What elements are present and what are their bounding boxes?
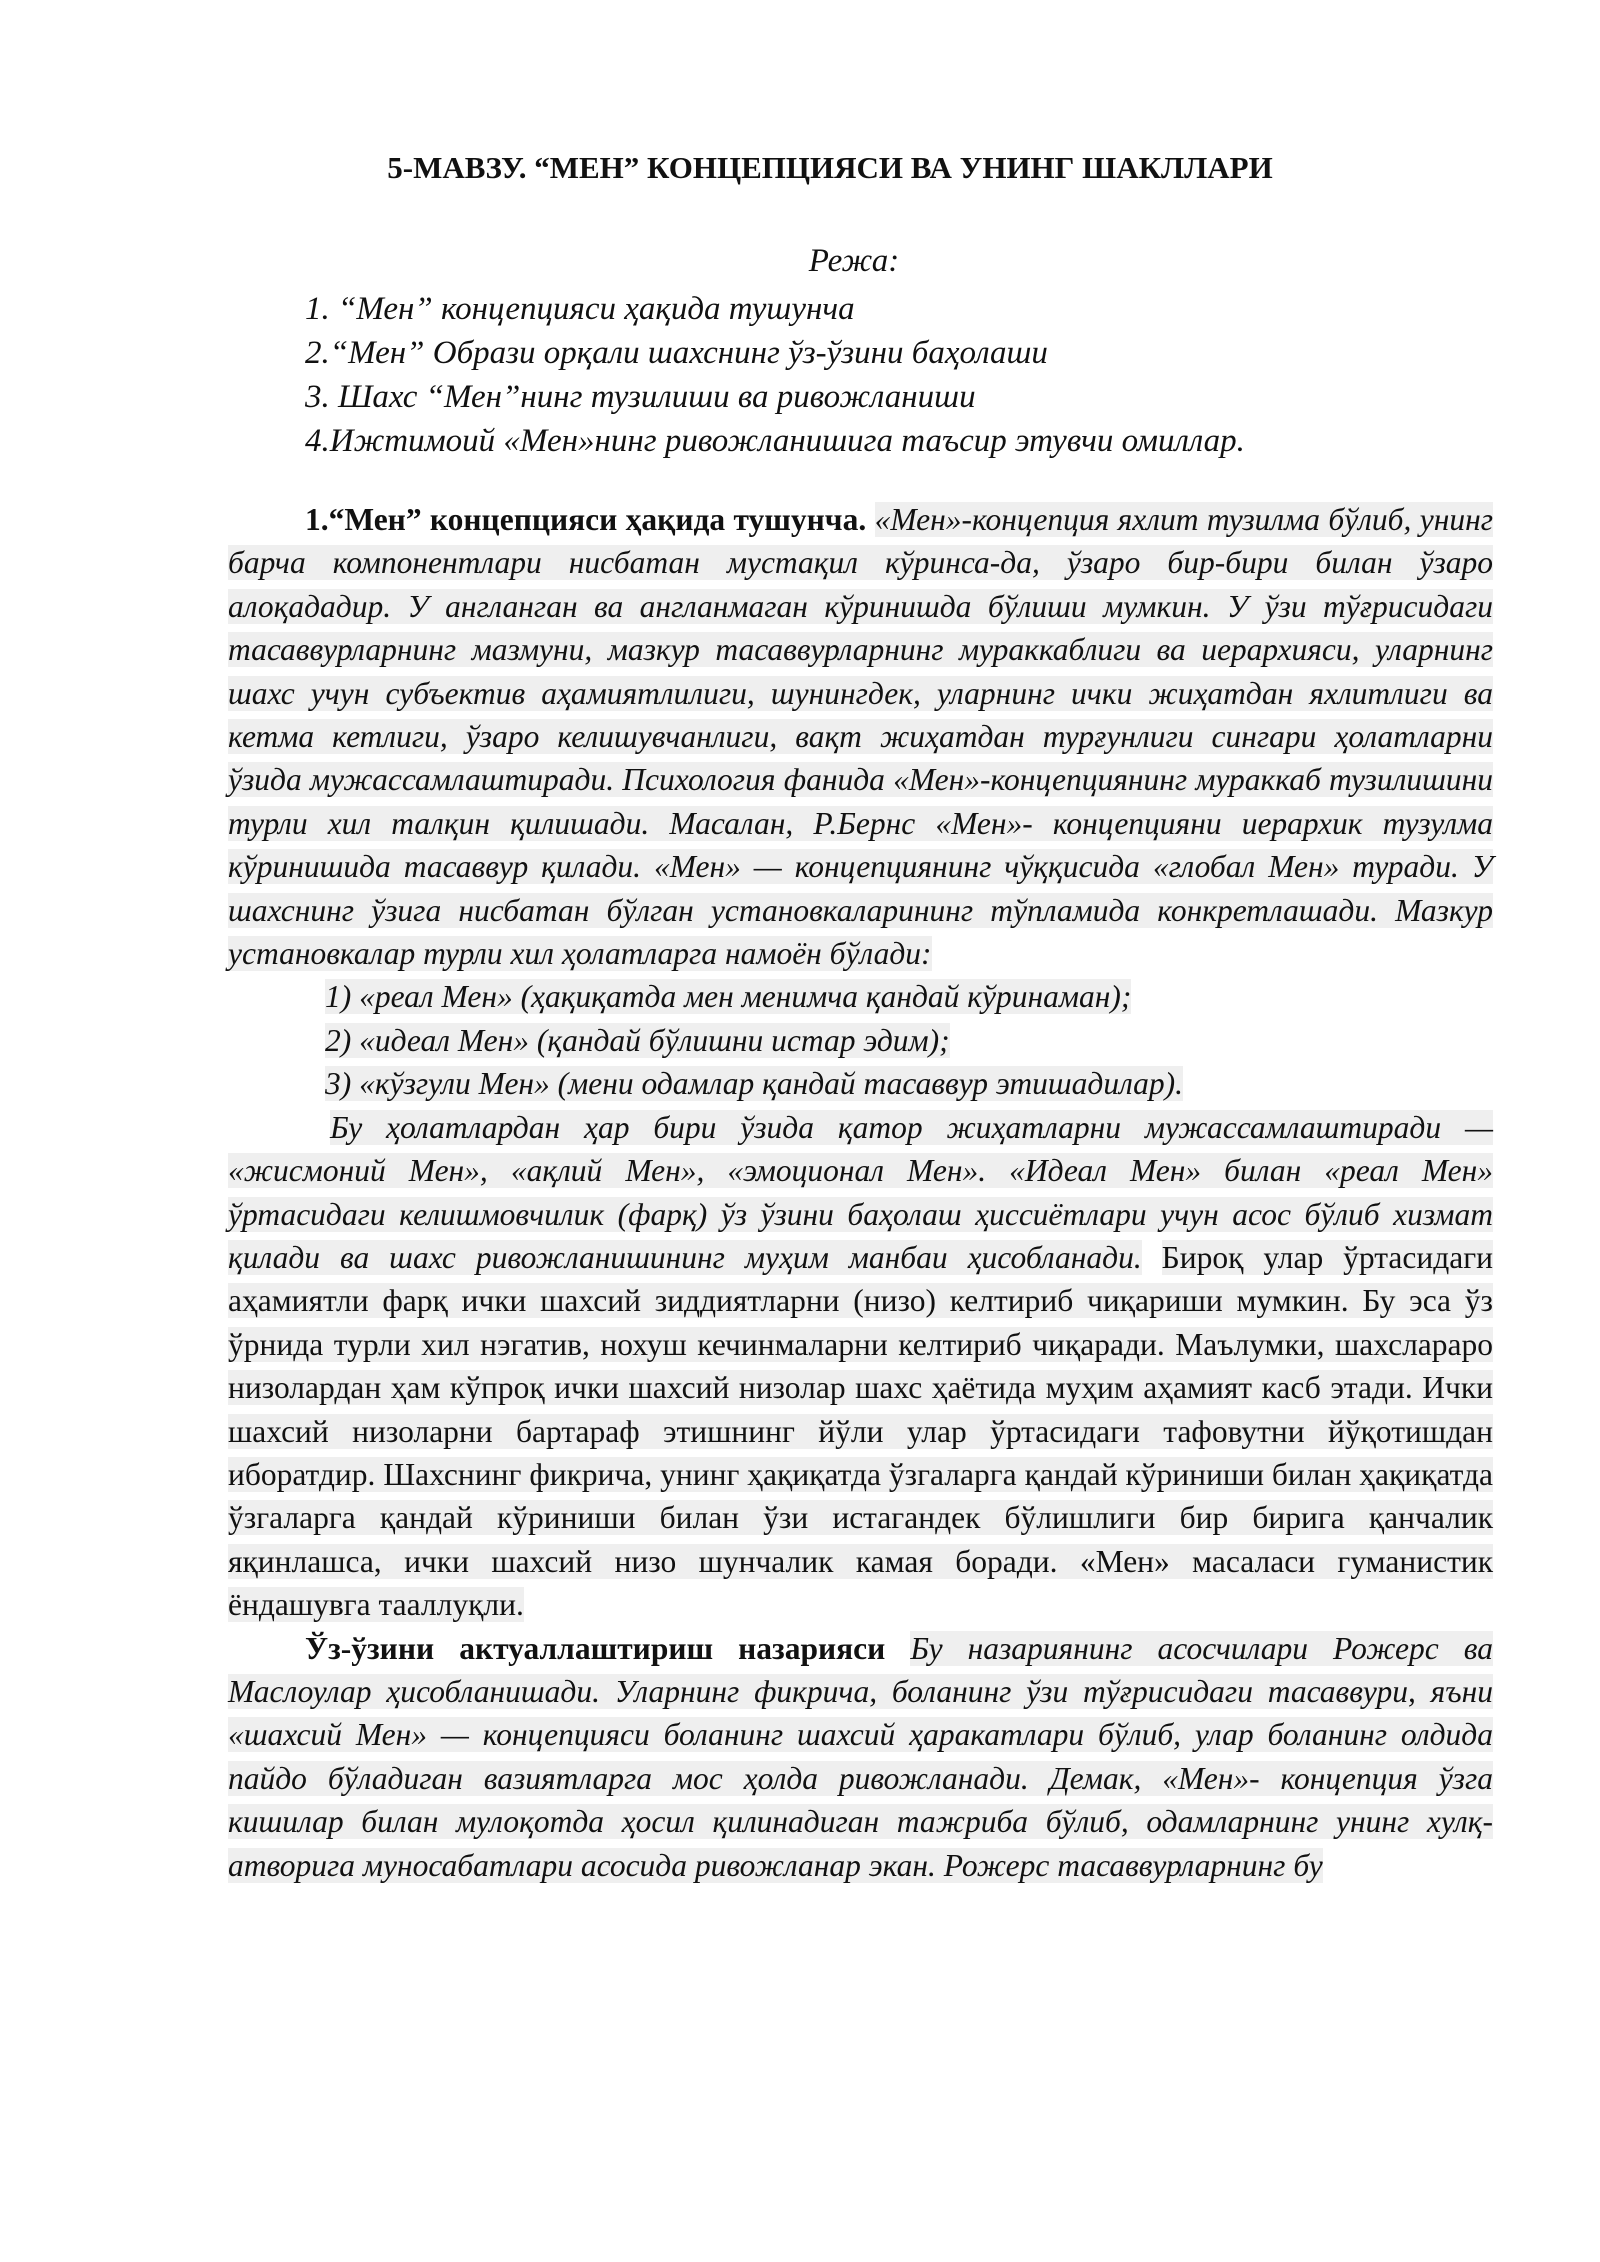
plan-item: 4.Ижтимоий «Мен»нинг ривожланишига таъсир этувчи омиллар. — [305, 423, 1245, 459]
section-1-paragraph — [228, 498, 1493, 975]
plan-list — [305, 287, 1245, 463]
state-item: 3) «кўзгули Мен» (мени одамлар қандай тасаввур этишадилар). — [325, 1066, 1184, 1102]
state-item: 1) «реал Мен» (ҳақиқатда мен менимча қандай кўринаман); — [325, 979, 1132, 1015]
plan-item: 2.“Мен” Образи орқали шахснинг ўз-ўзини баҳолаши — [305, 335, 1048, 371]
section-2-paragraph — [228, 1627, 1493, 1887]
paragraph-2 — [228, 1106, 1493, 1627]
state-item: 2) «идеал Мен» (қандай бўлишни истар эдим); — [325, 1022, 950, 1058]
section-1-heading: 1.“Мен” концепцияси ҳақида тушунча. — [305, 502, 867, 537]
plan-item: 3. Шахс “Мен”нинг тузилиши ва ривожланиши — [305, 379, 976, 415]
section-1-text: «Мен»-концепция яхлит тузилма бўлиб, унинг барча компонентлари нисбатан мустақил кўринса-да, ўзаро бир-бири билан ўзаро алоқададир. У англанган ва англанмаган кўринишда бўлиши мумкин. У ўзи тўғрисидаги тасаввурларнинг мазмуни, мазкур тасаввурларнинг мураккаблиги ва иерархияси, уларнинг шахс учун субъектив аҳамиятлилиги, шунингдек, уларнинг ички жиҳатдан яхлитлиги ва кетма кетлиги, ўзаро келишувчанлиги, вақт жиҳатдан турғунлиги сингари ҳолатларни ўзида мужассамлаштиради. Психология фанида «Мен»-концепциянинг мураккаб тузилишини турли хил талқин қилишади. Масалан, Р.Бернс «Мен»- концепцияни иерархик тузулма кўринишида тасаввур қилади. «Мен» — концепциянинг чўққисида «глобал Мен» туради. У шахснинг ўзига нисбатан бўлган установкаларининг тўпламида конкретлашади. Мазкур установкалар турли хил ҳолатларга намоён бўлади: — [228, 502, 1494, 972]
section-2-heading: Ўз-ўзини актуаллаштириш назарияси — [305, 1630, 886, 1666]
plan-heading: Режа: — [808, 243, 900, 279]
plan-item: 1. “Мен” концепцияси ҳақида тушунча — [305, 291, 855, 327]
paragraph-2-regular: Бироқ улар ўртасидаги аҳамиятли фарқ ички шахсий зиддиятларни (низо) келтириб чиқариши мумкин. Бу эса ўз ўрнида турли хил нэгатив, нохуш кечинмаларни келтириб чиқаради. Маълумки, шахслараро низолардан ҳам кўпроқ ички шахсий низолар шахс ҳаётида муҳим аҳамият касб этади. Ички шахсий низоларни бартараф этишнинг йўли улар ўртасидаги тафовутни йўқотишдан иборатдир. Шахснинг фикрича, унинг ҳақиқатда ўзгаларга қандай кўриниши билан ҳақиқатда ўзгаларга қандай кўриниши билан ўзи истагандек бўлишлиги бир бирига қанчалик яқинлашса, ички шахсий низо шунчалик камая боради. «Мен» масаласи гуманистик ёндашувга тааллуқли. — [228, 1239, 1494, 1623]
document-title: 5-МАВЗУ. “МЕН” КОНЦЕПЦИЯСИ ВА УНИНГ ШАКЛЛАРИ — [387, 150, 1273, 185]
section-2-text: Бу назариянинг асосчилари Рожерс ва Маслоулар ҳисобланишади. Уларнинг фикрича, боланинг ўзи тўғрисидаги тасаввури, яъни «шахсий Мен» — концепцияси боланинг шахсий ҳаракатлари бўлиб, улар боланинг олдида пайдо бўладиган вазиятларга мос ҳолда ривожланади. Демак, «Мен»- концепция ўзга кишилар билан мулоқотда ҳосил қилинадиган тажриба бўлиб, одамларнинг унинг хулқ-атворига муносабатлари асосида ривожланар экан. Рожерс тасаввурларнинг бу — [228, 1630, 1493, 1883]
paragraph-2-italic: Бу ҳолатлардан ҳар бири ўзида қатор жиҳатларни мужассамлаштиради — «жисмоний Мен», «ақлий Мен», «эмоционал Мен». «Идеал Мен» билан «реал Мен» ўртасидаги келишмовчилик (фарқ) ўз ўзини баҳолаш ҳиссиётлари учун асос бўлиб хизмат қилади ва шахс ривожланишининг муҳим манбаи ҳисобланади. — [228, 1109, 1493, 1275]
document-body — [228, 498, 1493, 1887]
